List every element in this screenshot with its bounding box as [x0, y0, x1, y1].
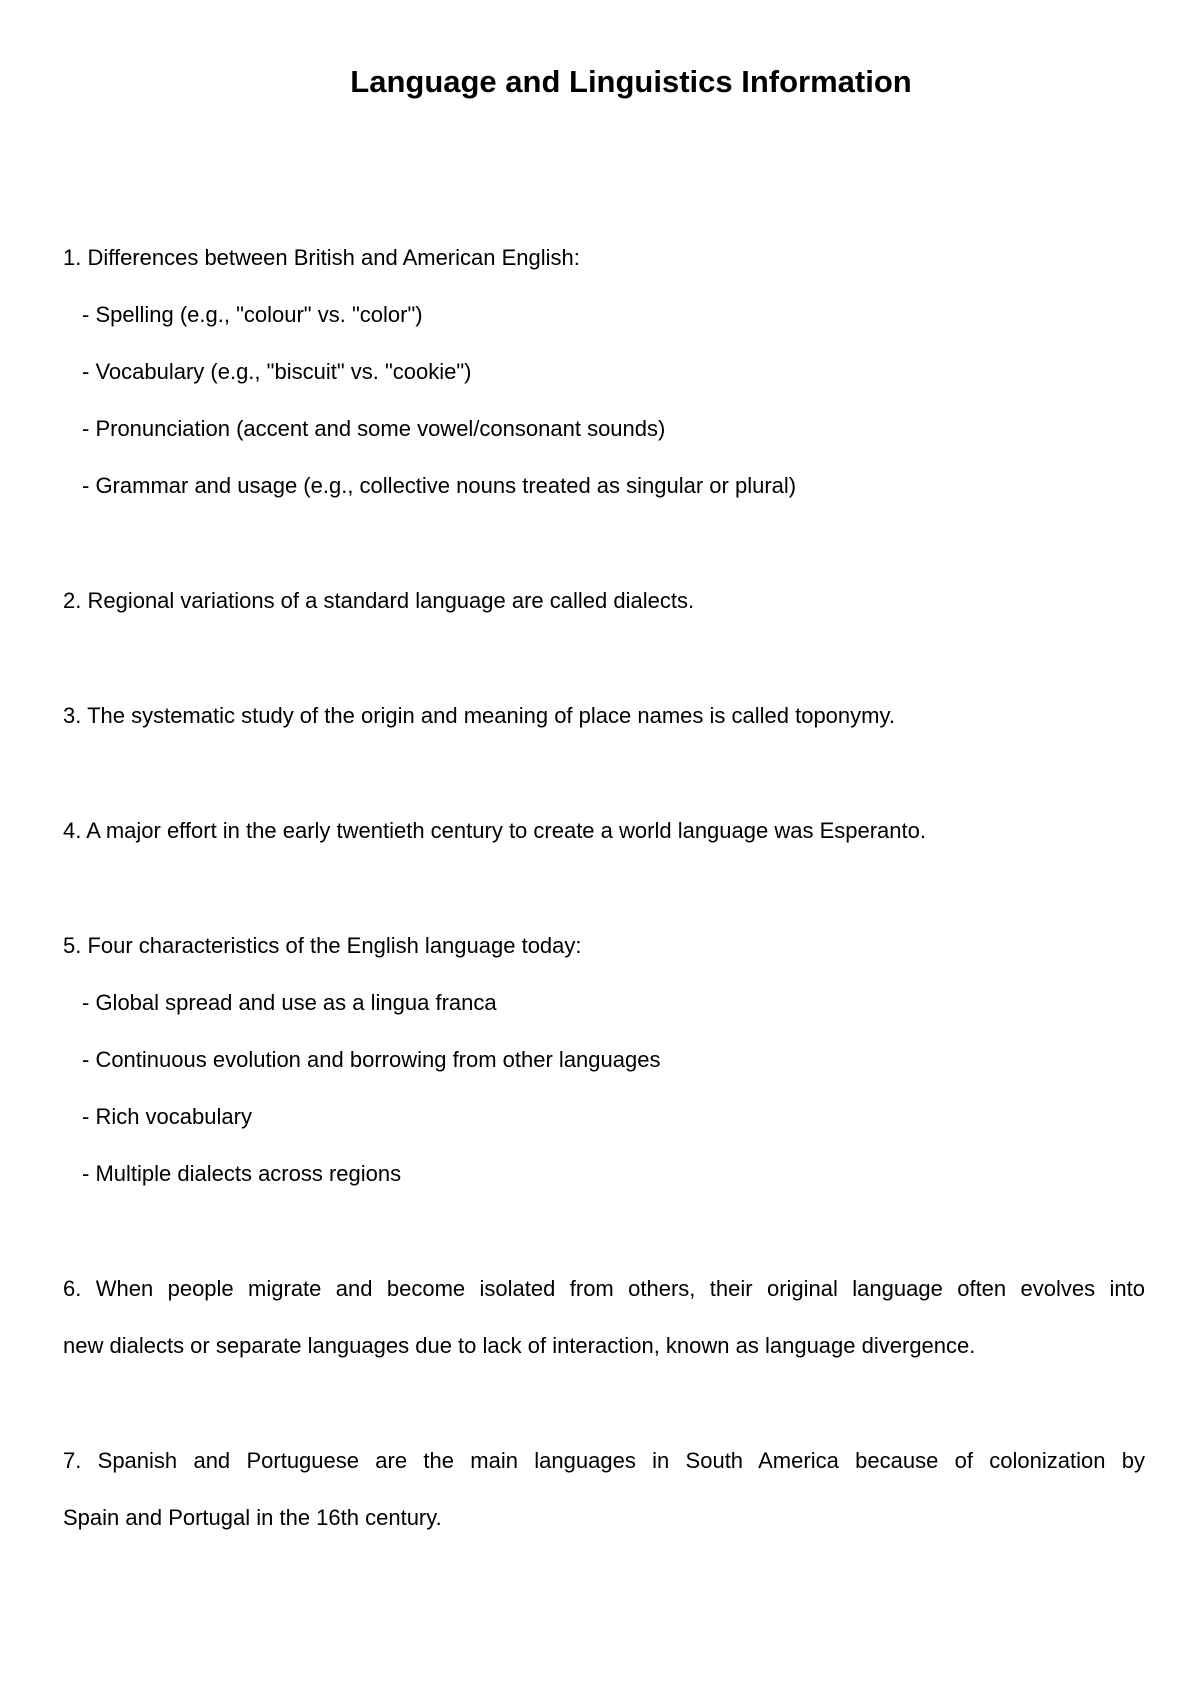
section-6-line-1: 6. When people migrate and become isolated from others, their original language often evolves into [63, 1276, 1145, 1301]
section-5-heading: 5. Four characteristics of the English language today: [63, 933, 582, 958]
section-1-bullet-pronunciation: - Pronunciation (accent and some vowel/consonant sounds) [82, 416, 666, 441]
section-7-line-2: Spain and Portugal in the 16th century. [63, 1505, 442, 1530]
section-4-text: 4. A major effort in the early twentieth century to create a world language was Esperanto. [63, 818, 926, 843]
section-5-bullet-global-spread: - Global spread and use as a lingua franca [82, 990, 497, 1015]
section-5-bullet-evolution: - Continuous evolution and borrowing from other languages [82, 1047, 661, 1072]
section-3-text: 3. The systematic study of the origin and meaning of place names is called toponymy. [63, 703, 895, 728]
section-1-bullet-vocabulary: - Vocabulary (e.g., "biscuit" vs. "cookie") [82, 359, 472, 384]
page-title: Language and Linguistics Information [350, 64, 912, 99]
section-7-line-1: 7. Spanish and Portuguese are the main languages in South America because of colonization by [63, 1448, 1145, 1473]
section-2-text: 2. Regional variations of a standard language are called dialects. [63, 588, 695, 613]
section-1-bullet-spelling: - Spelling (e.g., "colour" vs. "color") [82, 302, 423, 327]
section-1-heading: 1. Differences between British and American English: [63, 245, 580, 270]
section-5-bullet-dialects: - Multiple dialects across regions [82, 1161, 402, 1186]
section-1-bullet-grammar: - Grammar and usage (e.g., collective nouns treated as singular or plural) [82, 473, 797, 498]
section-5-bullet-vocabulary: - Rich vocabulary [82, 1104, 252, 1129]
section-6-line-2: new dialects or separate languages due to lack of interaction, known as language divergence. [63, 1333, 976, 1358]
